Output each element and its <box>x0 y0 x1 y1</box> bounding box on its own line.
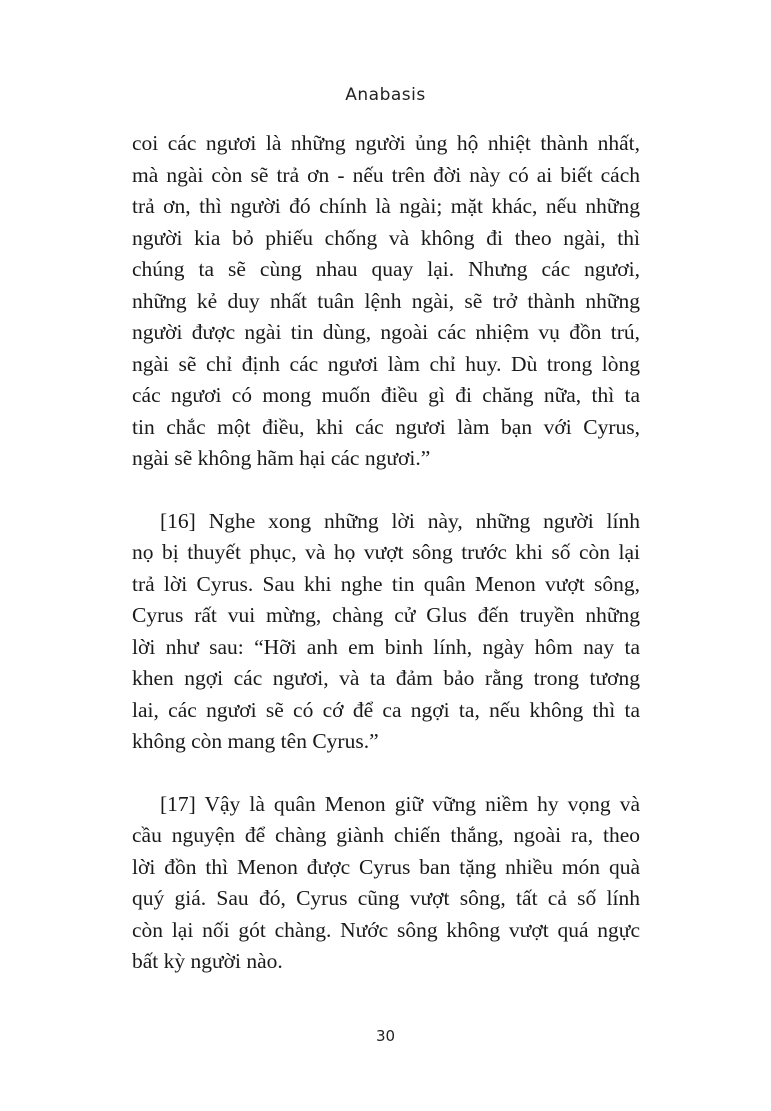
text-line: khen ngợi các ngươi, và ta đảm bảo rằng trong tương <box>132 666 640 690</box>
paragraph-continued <box>132 128 640 475</box>
text-line: bất kỳ người nào. <box>132 949 283 973</box>
paragraph-16 <box>132 506 640 758</box>
text-line: trả lời Cyrus. Sau khi nghe tin quân Menon vượt sông, <box>132 571 640 596</box>
text-line: ngài sẽ không hãm hại các ngươi.” <box>132 446 431 470</box>
text-line: mà ngài còn sẽ trả ơn - nếu trên đời này có ai biết cách <box>132 162 640 187</box>
text-line: lời đồn thì Menon được Cyrus ban tặng nhiều món quà <box>132 854 640 879</box>
text-line: lời như sau: “Hỡi anh em binh lính, ngày hôm nay ta <box>132 634 640 659</box>
running-header: Anabasis <box>345 85 426 105</box>
text-line: [16] Nghe xong những lời này, những người lính <box>160 508 640 533</box>
text-line: những kẻ duy nhất tuân lệnh ngài, sẽ trở thành những <box>132 288 640 313</box>
text-line: không còn mang tên Cyrus.” <box>132 729 379 753</box>
text-line: quý giá. Sau đó, Cyrus cũng vượt sông, tất cả số lính <box>132 886 640 910</box>
text-line: lai, các ngươi sẽ có cớ để ca ngợi ta, nếu không thì ta <box>132 697 640 722</box>
text-line: trả ơn, thì người đó chính là ngài; mặt khác, nếu những <box>132 194 640 218</box>
text-line: [17] Vậy là quân Menon giữ vững niềm hy vọng và <box>160 791 640 816</box>
body-text <box>132 128 640 978</box>
text-line: các ngươi có mong muốn điều gì đi chăng nữa, thì ta <box>132 383 640 407</box>
text-line: nọ bị thuyết phục, và họ vượt sông trước khi số còn lại <box>132 540 640 564</box>
text-line: cầu nguyện để chàng giành chiến thắng, ngoài ra, theo <box>132 823 640 847</box>
text-line: Cyrus rất vui mừng, chàng cử Glus đến truyền những <box>132 603 640 627</box>
text-line: coi các ngươi là những người ủng hộ nhiệt thành nhất, <box>132 131 640 155</box>
text-line: người được ngài tin dùng, ngoài các nhiệm vụ đồn trú, <box>132 320 640 344</box>
text-line: ngài sẽ chỉ định các ngươi làm chỉ huy. Dù trong lòng <box>132 351 640 376</box>
text-line: tin chắc một điều, khi các ngươi làm bạn với Cyrus, <box>132 414 640 439</box>
page-number: 30 <box>375 1027 396 1045</box>
text-line: chúng ta sẽ cùng nhau quay lại. Nhưng các ngươi, <box>132 257 640 281</box>
text-line: còn lại nối gót chàng. Nước sông không vượt quá ngực <box>132 917 640 942</box>
text-line: người kia bỏ phiếu chống và không đi theo ngài, thì <box>132 225 640 250</box>
paragraph-17 <box>132 789 640 978</box>
